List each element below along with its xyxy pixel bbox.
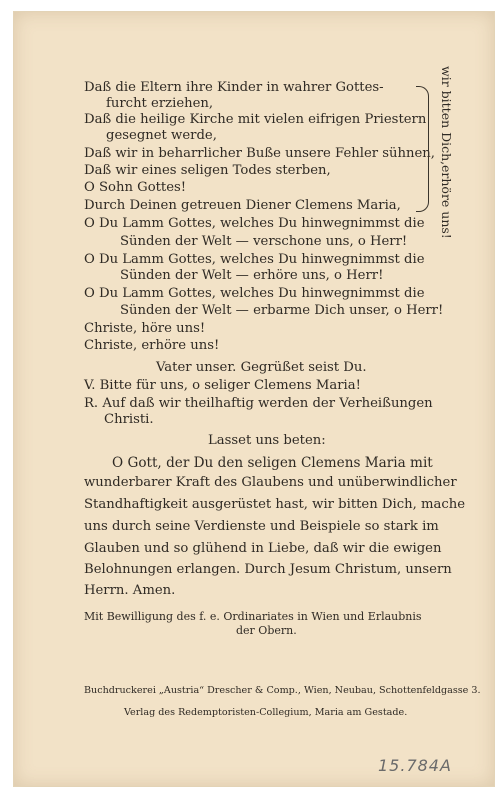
christe-line-2: Christe, erhöre uns! <box>84 338 220 353</box>
oremus: Lasset uns beten: <box>208 433 326 448</box>
versicle: V. Bitte für uns, o seliger Clemens Maria! <box>84 378 361 393</box>
agnus-line-5: O Du Lamm Gottes, welches Du hinwegnimmst die <box>84 286 425 301</box>
litany-line-5: Daß wir in beharrlicher Buße unsere Fehler sühnen, <box>84 146 435 161</box>
litany-response-line-1: wir bitten Dich, <box>439 65 454 165</box>
litany-line-3: Daß die heilige Kirche mit vielen eifrigen Priestern <box>84 112 427 127</box>
litany-line-8: Durch Deinen getreuen Diener Clemens Maria, <box>84 198 401 213</box>
agnus-line-1 <box>84 216 462 232</box>
response-line-1: R. Auf daß wir theilhaftig werden der Verheißungen <box>84 396 433 411</box>
collect-line-6: Belohnungen erlangen. Durch Jesum Christum, unsern <box>84 562 452 577</box>
approval-line-2: der Obern. <box>236 624 297 637</box>
litany-response-line-2: erhöre uns! <box>439 164 454 239</box>
collect-line-5: Glauben und so glühend in Liebe, daß wir die ewigen <box>84 541 442 556</box>
collect-line-7: Herrn. Amen. <box>84 583 176 598</box>
collect-line-4: uns durch seine Verdienste und Beispiele so stark im <box>84 519 439 534</box>
litany-line-2: furcht erziehen, <box>106 96 214 111</box>
agnus-line-6: Sünden der Welt — erbarme Dich unser, o Herr! <box>120 303 444 318</box>
agnus-line-2: Sünden der Welt — verschone uns, o Herr! <box>120 234 408 249</box>
agnus-line-3: O Du Lamm Gottes, welches Du hinwegnimmst die <box>84 252 425 267</box>
pater-noster: Vater unser. Gegrüßet seist Du. <box>156 360 367 375</box>
printer-imprint: Buchdruckerei „Austria“ Drescher & Comp., Wien, Neubau, Schottenfeldgasse 3. <box>84 685 481 696</box>
litany-response <box>426 65 466 239</box>
agnus-line-4: Sünden der Welt — erhöre uns, o Herr! <box>120 268 384 283</box>
litany-line-4: gesegnet werde, <box>106 128 217 143</box>
publisher-imprint: Verlag des Redemptoristen-Collegium, Maria am Gestade. <box>124 707 408 718</box>
collect-line-3: Standhaftigkeit ausgerüstet hast, wir bitten Dich, mache <box>84 497 466 512</box>
litany-line-6: Daß wir eines seligen Todes sterben, <box>84 163 331 178</box>
agnus-line-1-text: O Du Lamm Gottes, welches Du hinwegnimmst die <box>84 216 425 231</box>
response-line-2: Christi. <box>104 412 154 427</box>
litany-line-1: Daß die Eltern ihre Kinder in wahrer Gottes- <box>84 80 384 95</box>
collect-line-2: wunderbarer Kraft des Glaubens und unüberwindlicher <box>84 475 457 490</box>
collect-line-1: O Gott, der Du den seligen Clemens Maria mit <box>112 455 433 471</box>
litany-line-7: O Sohn Gottes! <box>84 180 187 195</box>
archive-number: 15.784A <box>378 756 452 775</box>
approval-line-1: Mit Bewilligung des f. e. Ordinariates in Wien und Erlaubnis <box>84 610 422 623</box>
christe-line-1: Christe, höre uns! <box>84 321 206 336</box>
